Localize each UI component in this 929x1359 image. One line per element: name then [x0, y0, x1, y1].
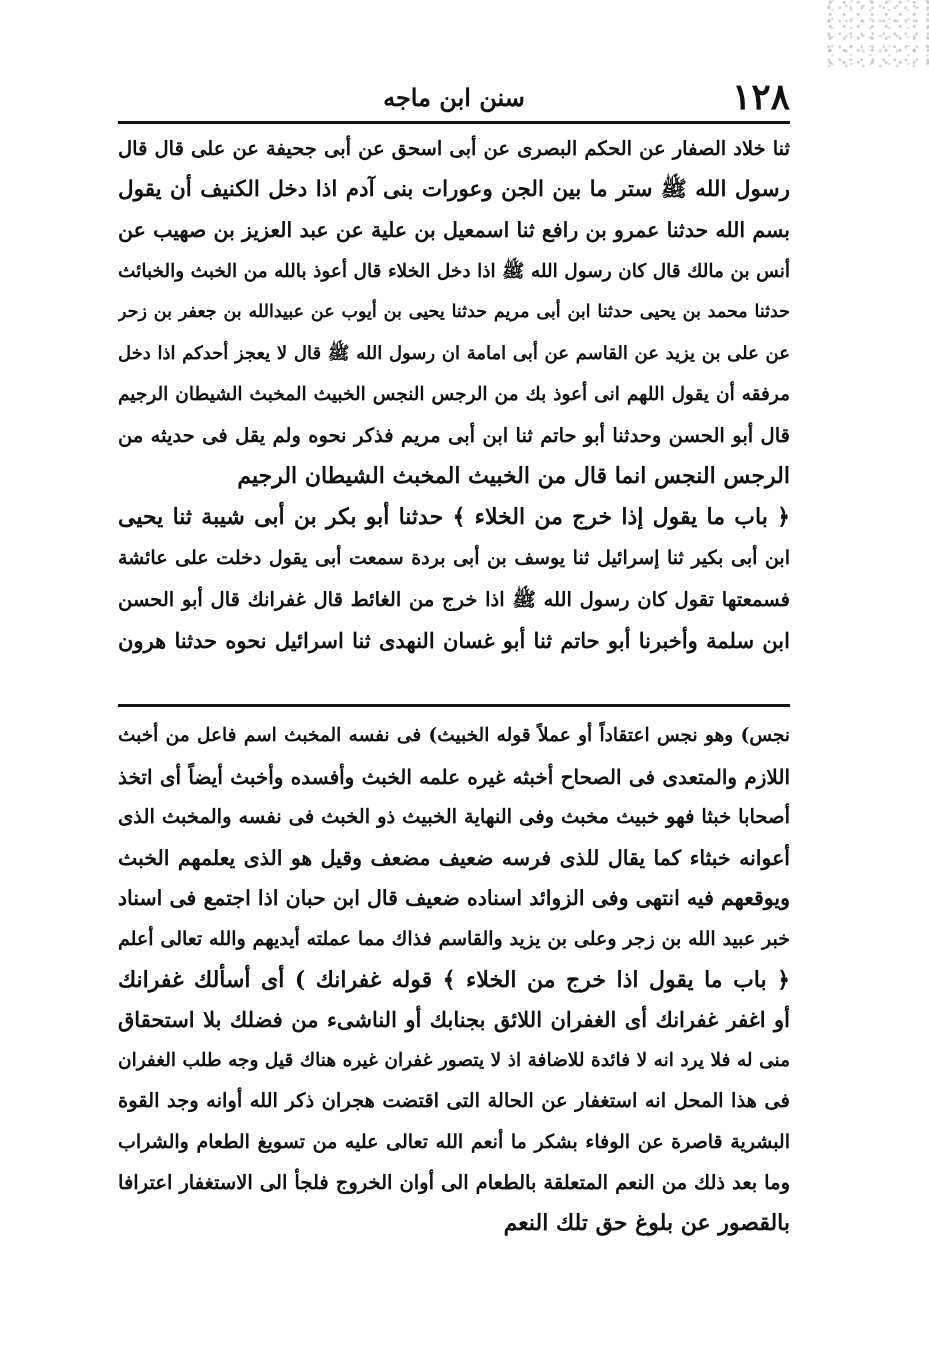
- note-line: اللازم والمتعدى فى الصحاح أخبثه غيره علمه الخبث وأفسده وأخبث أيضاً أى اتخذ: [118, 764, 790, 789]
- text-line: عن على بن يزيد عن القاسم عن أبى امامة ان رسول الله ﷺ قال لا يعجز أحدكم اذا دخل: [118, 343, 790, 364]
- note-line: ويوقعهم فيه انتهى وفى الزوائد اسناده ضعيف قال ابن حبان اذا اجتمع فى اسناد: [118, 886, 790, 911]
- text-line: ابن سلمة وأخبرنا أبو حاتم ثنا أبو غسان النهدى ثنا اسرائيل نحوه حدثنا هرون: [118, 628, 790, 653]
- text-line: أنس بن مالك قال كان رسول الله ﷺ اذا دخل الخلاء قال أعوذ بالله من الخبث والخبائث: [118, 261, 790, 282]
- note-line: منى له فلا يرد انه لا فائدة للاضافة اذ لا يتصور غفران غيره هناك قيل وجه طلب الغفران: [118, 1049, 790, 1071]
- header-rule: [118, 121, 790, 124]
- page-header: [118, 78, 790, 118]
- text-line: بسم الله حدثنا عمرو بن رافع ثنا اسمعيل بن علية عن عبد العزيز بن صهيب عن: [118, 218, 790, 242]
- text-line: قال أبو الحسن وحدثنا أبو حاتم ثنا ابن أبى مريم فذكر نحوه ولم يقل فى حديثه من: [118, 424, 790, 447]
- note-line: أو اغفر غفرانك أى الغفران اللائق بجنابك أو الناشىء من فضلك بلا استحقاق: [118, 1007, 790, 1033]
- chapter-heading-line: ﴿ باب ما يقول اذا خرج من الخلاء ﴾ قوله غفرانك ) أى أسألك غفرانك: [118, 966, 790, 993]
- footnote-rule: [118, 704, 790, 707]
- book-title: سنن ابن ماجه: [383, 83, 525, 112]
- text-line: ابن أبى بكير ثنا إسرائيل ثنا يوسف بن أبى بردة سمعت أبى يقول دخلت على عائشة: [118, 547, 790, 569]
- text-line: ثنا خلاد الصفار عن الحكم البصرى عن أبى اسحق عن أبى جحيفة عن على قال قال: [118, 137, 790, 160]
- note-line: بالقصور عن بلوغ حق تلك النعم: [503, 1210, 790, 1237]
- text-line: حدثنا محمد بن يحيى حدثنا ابن أبى مريم حدثنا يحيى بن أيوب عن عبيدالله بن جعفر بن زحر: [118, 302, 790, 322]
- hadith-text: [118, 128, 790, 661]
- commentary-text: [118, 716, 790, 1244]
- page-number: ١٢٨: [731, 76, 790, 118]
- note-line: أصحابا خبثا فهو خبيث مخبث وفى النهاية الخبيث ذو الخبث فى نفسه والمخبث الذى: [118, 805, 790, 829]
- scan-noise: [819, 0, 929, 70]
- chapter-heading-line: ﴿ باب ما يقول إذا خرج من الخلاء ﴾ حدثنا أبو بكر بن أبى شيبة ثنا يحيى: [118, 504, 790, 530]
- note-line: فى هذا المحل انه استغفار عن الحالة التى اقتضت هجران ذكر الله أوانه وجد القوة: [118, 1089, 790, 1113]
- note-line: أعوانه خبثاء كما يقال للذى فرسه ضعيف مضعف وقيل هو الذى يعلمهم الخبث: [118, 845, 790, 870]
- note-line: خبر عبيد الله بن زجر وعلى بن يزيد والقاسم فذاك مما عملته أيديهم والله تعالى أعلم: [118, 927, 790, 950]
- text-line: الرجس النجس انما قال من الخبيث المخبث الشيطان الرجيم: [237, 463, 790, 489]
- note-line: وما بعد ذلك من النعم المتعلقة بالطعام الى أوان الخروج فلجأ الى الاستغفار اعترافا: [118, 1170, 790, 1194]
- text-line: فسمعتها تقول كان رسول الله ﷺ اذا خرج من الغائط قال غفرانك قال أبو الحسن: [118, 588, 790, 611]
- note-line: البشرية قاصرة عن الوفاء بشكر ما أنعم الله تعالى عليه من تسويغ الطعام والشراب: [118, 1130, 790, 1153]
- note-line: نجس) وهو نجس اعتقاداً أو عملاً قوله الخبيث) فى نفسه المخبث اسم فاعل من أخبث: [118, 725, 790, 746]
- text-line: مرفقه أن يقول اللهم انى أعوذ بك من الرجس النجس الخبيث المخبث الشيطان الرجيم: [118, 384, 790, 405]
- text-line: رسول الله ﷺ ستر ما بين الجن وعورات بنى آدم اذا دخل الكنيف أن يقول: [118, 177, 790, 202]
